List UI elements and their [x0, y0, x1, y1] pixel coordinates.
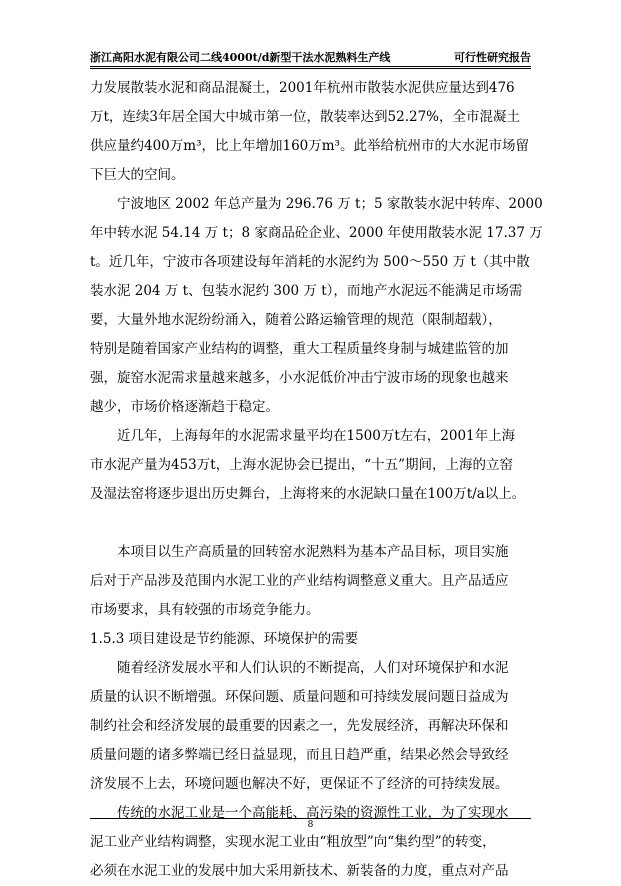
text-line: 市场要求，具有较强的市场竞争能力。 [90, 602, 320, 618]
footer-rule [90, 818, 531, 819]
text-line: 质量问题的诸多弊端已经日益显现，而且日趋严重，结果必然会导致经 [90, 747, 509, 763]
text-line: 越少，市场价格逐渐趋于稳定。 [90, 399, 279, 415]
text-line: 随着经济发展水平和人们认识的不断提高，人们对环境保护和水泥 [90, 660, 509, 676]
header-report-type: 可行性研究报告 [454, 51, 531, 64]
text-line: 必须在水泥工业的发展中加大采用新技术、新装备的力度，重点对产品 [90, 863, 509, 879]
text-line: 供应量约400万m³，比上年增加160万m³。此举给杭州市的大水泥市场留 [90, 138, 529, 154]
text-line: t。近几年，宁波市各项建设每年消耗的水泥约为 500～550 万 t（其中散 [90, 254, 530, 270]
text-line: 传统的水泥工业是一个高能耗、高污染的资源性工业，为了实现水 [90, 805, 509, 821]
text-line: 近几年，上海每年的水泥需求量平均在1500万t左右，2001年上海 [90, 428, 516, 444]
text-line: 万t，连续3年居全国大中城市第一位，散装率达到52.27%，全市混凝土 [90, 109, 520, 125]
page-number: 8 [307, 820, 314, 830]
text-line: 1.5.3 项目建设是节约能源、环境保护的需要 [90, 631, 359, 647]
page-header [90, 45, 531, 67]
header-rule [90, 66, 531, 67]
text-line: 强，旋窑水泥需求量越来越多，小水泥低价冲击宁波市场的现象也越来 [90, 370, 509, 386]
text-line: 宁波地区 2002 年总产量为 296.76 万 t；5 家散装水泥中转库、2000 [90, 196, 543, 212]
header-rule-secondary [90, 68, 531, 69]
text-line: 本项目以生产高质量的回转窑水泥熟料为基本产品目标，项目实施 [90, 544, 509, 560]
text-line: 要，大量外地水泥纷纷涌入，随着公路运输管理的规范（限制超载）， [90, 312, 502, 328]
document-body [90, 74, 543, 886]
text-line: 质量的认识不断增强。环保问题、质量问题和可持续发展问题日益成为 [90, 689, 509, 705]
text-line: 后对于产品涉及范围内水泥工业的产业结构调整意义重大。且产品适应 [90, 573, 509, 589]
text-line: 制约社会和经济发展的最重要的因素之一，先发展经济，再解决环保和 [90, 718, 509, 734]
text-line: 下巨大的空间。 [90, 167, 185, 183]
text-line: 市水泥产量为453万t，上海水泥协会已提出，“十五”期间，上海的立窑 [90, 457, 513, 473]
text-line: 泥工业产业结构调整，实现水泥工业由“粗放型”向“集约型”的转变， [90, 834, 496, 850]
text-line: 及湿法窑将逐步退出历史舞台，上海将来的水泥缺口量在100万t/a以上。 [90, 486, 526, 502]
paragraph-gap [90, 509, 531, 538]
text-line: 年中转水泥 54.14 万 t；8 家商品砼企业、2000 年使用散装水泥 17.37 万 [90, 225, 543, 241]
text-line: 力发展散装水泥和商品混凝土，2001年杭州市散装水泥供应量达到476 [90, 80, 515, 96]
header-document-title: 浙江高阳水泥有限公司二线4000t/d新型干法水泥熟料生产线 [90, 51, 391, 64]
text-line: 济发展不上去，环境问题也解决不好，更保证不了经济的可持续发展。 [90, 776, 509, 792]
text-line: 装水泥 204 万 t、包装水泥约 300 万 t），而地产水泥远不能满足市场需 [90, 283, 523, 299]
text-line: 特别是随着国家产业结构的调整，重大工程质量终身制与城建监管的加 [90, 341, 509, 357]
